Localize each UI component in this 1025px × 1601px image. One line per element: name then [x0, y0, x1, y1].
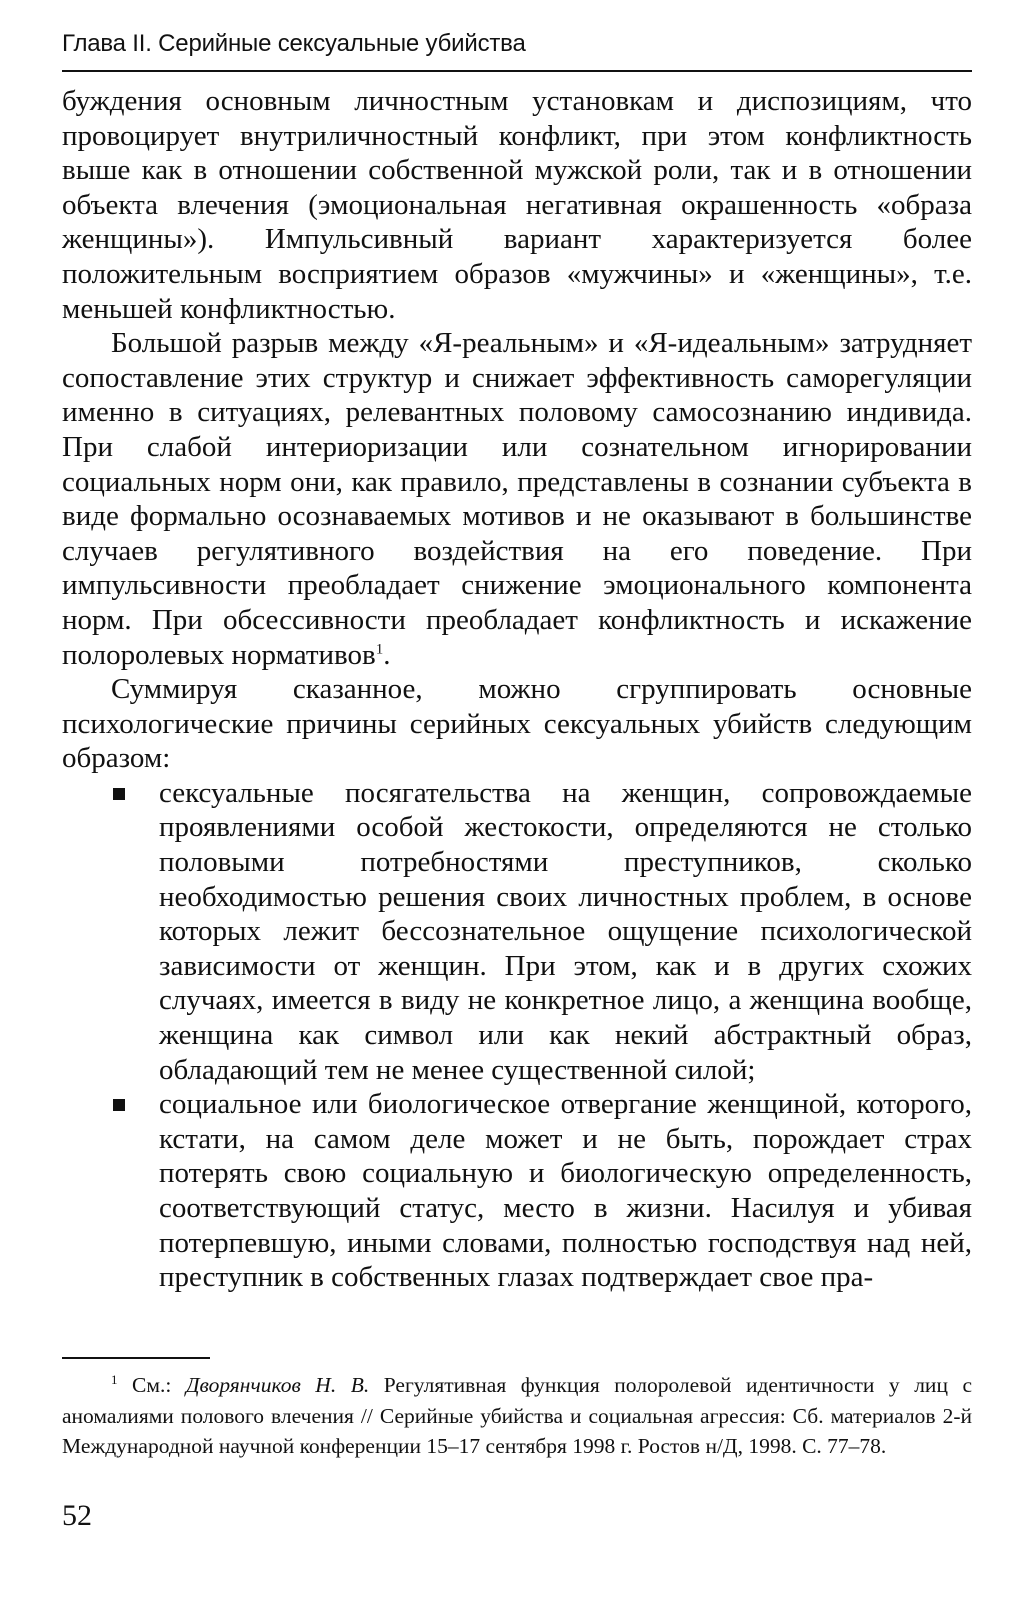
square-bullet-icon — [113, 1099, 125, 1111]
footnote-author: Дворянчиков Н. В. — [185, 1373, 370, 1397]
paragraph-2-end: . — [383, 638, 391, 671]
paragraph-2 — [62, 326, 972, 672]
bullet-item-1 — [62, 776, 972, 1087]
footnote-text: Регулятивная функция полоролевой идентичности у лиц с аномалиями полового влечения // Серийные убийства и социальная агрессия: Сб. материалов 2-й Международной научной конференции 15–17 сентября 1998 г. Ростов н/Д, 1998. С. 77–78. — [62, 1373, 973, 1458]
bullet-item-1-text: сексуальные посягательства на женщин, сопровождаемые проявлениями особой жестокости, определяются не столько половыми потребностями преступников, сколько необходимостью решения своих личностных проблем, в основе которых лежит бессознательное ощущение психологической зависимости от женщин. При этом, как и в других схожих случаях, имеется в виду не конкретное лицо, а женщина вообще, женщина как символ или как некий абстрактный образ, обладающий тем не менее существенной силой; — [159, 776, 972, 1086]
bullet-item-2-text: социальное или биологическое отвергание женщиной, которого, кстати, на самом деле может и не быть, порождает страх потерять свою социальную и биологическую определенность, соответствующий статус, место в жизни. Насилуя и убивая потерпевшую, иными словами, полностью господствуя над ней, преступник в собственных глазах подтверждает свое пра- — [159, 1088, 972, 1294]
footnote-mark: 1 — [111, 1371, 118, 1387]
bullet-list — [62, 776, 972, 1295]
page-number: 52 — [62, 1499, 92, 1532]
header-rule — [62, 70, 972, 72]
bullet-item-2 — [62, 1087, 972, 1295]
book-page — [62, 28, 972, 1588]
main-text — [62, 84, 972, 1295]
footnote-prefix: См.: — [117, 1373, 186, 1397]
running-head: Глава II. Серийные сексуальные убийства — [62, 30, 526, 57]
footnote — [62, 1370, 972, 1462]
footnote-rule — [62, 1357, 210, 1359]
footnote-reference: 1 — [375, 640, 384, 657]
square-bullet-icon — [113, 788, 125, 800]
paragraph-2-text: Большой разрыв между «Я-реальным» и «Я-идеальным» затрудняет сопоставление этих структур и снижает эффективность саморегуляции именно в ситуациях, релевантных половому самосознанию индивида. При слабой интериоризации или сознательном игнорировании социальных норм они, как правило, представлены в сознании субъекта в виде формально осознаваемых мотивов и не оказывают в большинстве случаев регулятивного воздействия на его поведение. При импульсивности преобладает снижение эмоционального компонента норм. При обсессивности преобладает конфликтность и искажение полоролевых нормативов — [62, 327, 972, 671]
paragraph-3: Суммируя сказанное, можно сгруппировать основные психологические причины серийных сексуальных убийств следующим образом: — [62, 673, 972, 775]
paragraph-1: буждения основным личностным установкам и диспозициям, что провоцирует внутриличностный конфликт, при этом конфликтность выше как в отношении собственной мужской роли, так и в отношении объекта влечения (эмоциональная негативная окрашенность «образа женщины»). Импульсивный вариант характеризуется более положительным восприятием образов «мужчины» и «женщины», т.е. меньшей конфликтностью. — [62, 85, 972, 325]
